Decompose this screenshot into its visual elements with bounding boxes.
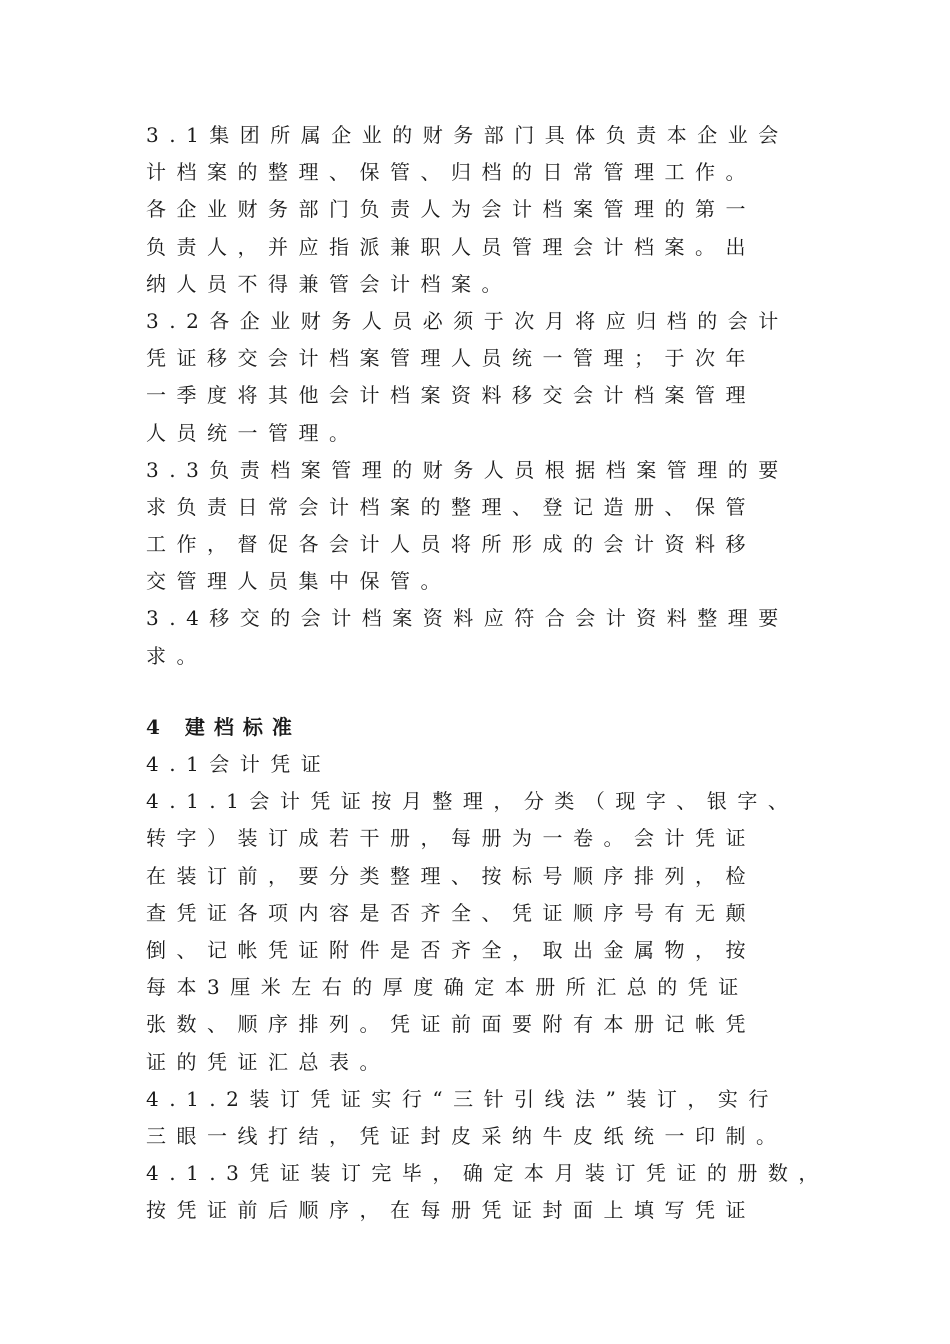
text-line: 在装订前，要分类整理、按标号顺序排列，检 — [146, 863, 756, 888]
text-line: 求。 — [146, 643, 207, 668]
text-line: 各企业财务部门负责人为会计档案管理的第一 — [146, 197, 756, 222]
paragraph-3-2 — [146, 303, 826, 452]
paragraph-3-4 — [146, 600, 826, 674]
text-line: 人员统一管理。 — [146, 420, 360, 445]
text-line: 3.3负责档案管理的财务人员根据档案管理的要 — [146, 457, 789, 482]
text-line: 3.4移交的会计档案资料应符合会计资料整理要 — [146, 606, 789, 631]
paragraph-4-1-2 — [146, 1081, 826, 1155]
text-line: 张数、顺序排列。凭证前面要附有本册记帐凭 — [146, 1012, 756, 1037]
text-line: 倒、记帐凭证附件是否齐全，取出金属物，按 — [146, 937, 756, 962]
text-line: 每本3厘米左右的厚度确定本册所汇总的凭证 — [146, 975, 749, 1000]
text-line: 一季度将其他会计档案资料移交会计档案管理 — [146, 383, 756, 408]
text-line: 凭证移交会计档案管理人员统一管理；于次年 — [146, 346, 756, 371]
text-line: 4.1.2装订凭证实行“三针引线法”装订，实行 — [146, 1086, 779, 1111]
section-spacer — [146, 675, 826, 709]
text-line: 交管理人员集中保管。 — [146, 569, 451, 594]
text-line: 负责人，并应指派兼职人员管理会计档案。出 — [146, 234, 756, 259]
text-line: 按凭证前后顺序，在每册凭证封面上填写凭证 — [146, 1198, 756, 1223]
text-line: 纳人员不得兼管会计档案。 — [146, 271, 512, 296]
text-line: 工作，督促各会计人员将所形成的会计资料移 — [146, 532, 756, 557]
text-line: 4.1.1会计凭证按月整理，分类（现字、银字、 — [146, 789, 799, 814]
section-heading: 4 建档标准 — [146, 714, 301, 739]
paragraph-3-1 — [146, 117, 826, 303]
text-line: 计档案的整理、保管、归档的日常管理工作。 — [146, 160, 756, 185]
text-line: 4.1.3凭证装订完毕，确定本月装订凭证的册数， — [146, 1161, 829, 1186]
paragraph-3-3 — [146, 452, 826, 601]
text-line: 求负责日常会计档案的整理、登记造册、保管 — [146, 494, 756, 519]
text-line: 查凭证各项内容是否齐全、凭证顺序号有无颠 — [146, 900, 756, 925]
text-line: 3.2各企业财务人员必须于次月将应归档的会计 — [146, 308, 789, 333]
paragraph-4-1-1 — [146, 783, 826, 1081]
paragraph-4-1-3 — [146, 1155, 829, 1229]
subsection-heading: 4.1会计凭证 — [146, 752, 332, 776]
document-body — [146, 117, 829, 1229]
text-line: 转字）装订成若干册，每册为一卷。会计凭证 — [146, 826, 756, 851]
text-line: 证的凭证汇总表。 — [146, 1049, 390, 1074]
text-line: 三眼一线打结，凭证封皮采纳牛皮纸统一印制。 — [146, 1123, 787, 1148]
text-line: 3.1集团所属企业的财务部门具体负责本企业会 — [146, 123, 789, 147]
